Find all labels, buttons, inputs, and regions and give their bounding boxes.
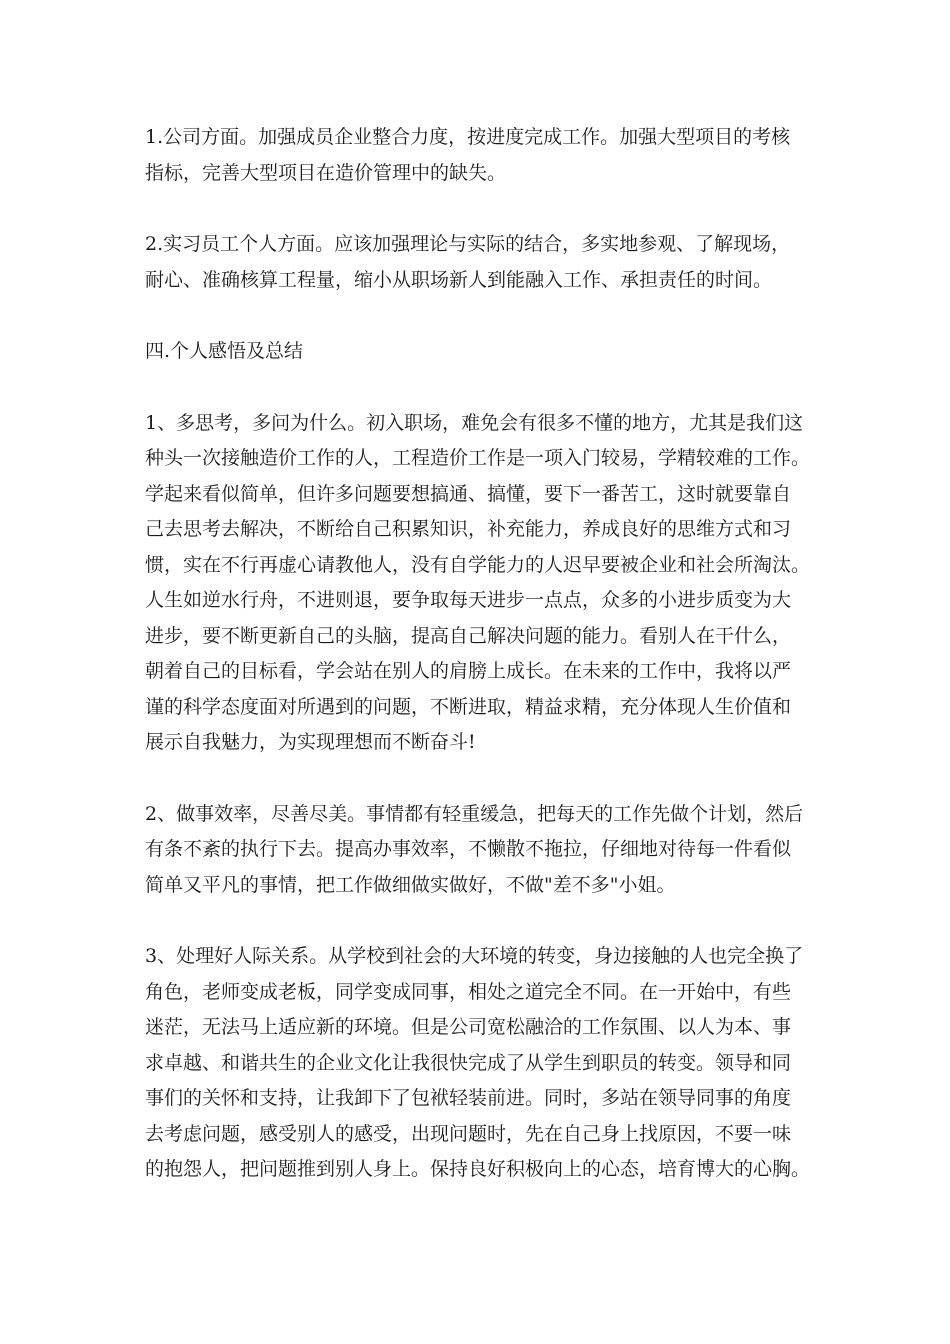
text-line: 有条不紊的执行下去。提高办事效率，不懒散不拖拉，仔细地对待每一件看似 [145, 838, 792, 860]
text-line: 惯，实在不行再虚心请教他人，没有自学能力的人迟早要被企业和社会所淘汰。 [145, 553, 811, 576]
text-line: 迷茫，无法马上适应新的环境。但是公司宽松融洽的工作氛围、以人为本、事 [145, 1016, 792, 1038]
text-line: 去考虑问题，感受别人的感受，出现问题时，先在自己身上找原因，不要一味 [145, 1122, 792, 1145]
paragraph-company [145, 120, 825, 191]
text-line: 事们的关怀和支持，让我卸下了包袱轻装前进。同时，多站在领导同事的角度 [145, 1087, 792, 1109]
heading-text: 四.个人感悟及总结 [145, 340, 304, 362]
text-line: 1、多思考，多问为什么。初入职场，难免会有很多不懂的地方，尤其是我们这 [145, 411, 804, 434]
text-line: 1.公司方面。加强成员企业整合力度，按进度完成工作。加强大型项目的考核 [145, 126, 791, 148]
text-line: 展示自我魅力，为实现理想而不断奋斗! [145, 731, 476, 753]
paragraph-intern [145, 227, 825, 298]
paragraph-think [145, 406, 825, 761]
text-line: 2.实习员工个人方面。应该加强理论与实际的结合，多实地参观、了解现场， [145, 233, 791, 255]
section-heading [145, 334, 825, 370]
text-line: 种头一次接触造价工作的人，工程造价工作是一项入门较易，学精较难的工作。 [145, 447, 811, 469]
text-line: 人生如逆水行舟，不进则退，要争取每天进步一点点，众多的小进步质变为大 [145, 589, 792, 611]
paragraph-efficiency [145, 797, 825, 904]
text-line: 己去思考去解决，不断给自己积累知识，补充能力，养成良好的思维方式和习 [145, 518, 792, 540]
text-line: 学起来看似简单，但许多问题要想搞通、搞懂，要下一番苦工，这时就要靠自 [145, 482, 792, 505]
text-line: 简单又平凡的事情，把工作做细做实做好，不做"差不多"小姐。 [145, 873, 676, 896]
text-line: 求卓越、和谐共生的企业文化让我很快完成了从学生到职员的转变。领导和同 [145, 1051, 792, 1074]
document-body [145, 120, 825, 1224]
text-line: 的抱怨人，把问题推到别人身上。保持良好积极向上的心态，培育博大的心胸。 [145, 1158, 811, 1180]
text-line: 进步，要不断更新自己的头脑，提高自己解决问题的能力。看别人在干什么， [145, 624, 792, 647]
text-line: 3、处理好人际关系。从学校到社会的大环境的转变，身边接触的人也完全换了 [145, 945, 804, 967]
text-line: 谨的科学态度面对所遇到的问题，不断进取，精益求精，充分体现人生价值和 [145, 695, 792, 718]
paragraph-relations [145, 939, 825, 1188]
text-line: 角色，老师变成老板，同学变成同事，相处之道完全不同。在一开始中，有些 [145, 980, 792, 1003]
text-line: 2、做事效率，尽善尽美。事情都有轻重缓急，把每天的工作先做个计划，然后 [145, 802, 804, 825]
text-line: 朝着自己的目标看，学会站在别人的肩膀上成长。在未来的工作中，我将以严 [145, 660, 792, 682]
text-line: 指标，完善大型项目在造价管理中的缺失。 [145, 161, 507, 184]
text-line: 耐心、准确核算工程量，缩小从职场新人到能融入工作、承担责任的时间。 [145, 268, 773, 291]
